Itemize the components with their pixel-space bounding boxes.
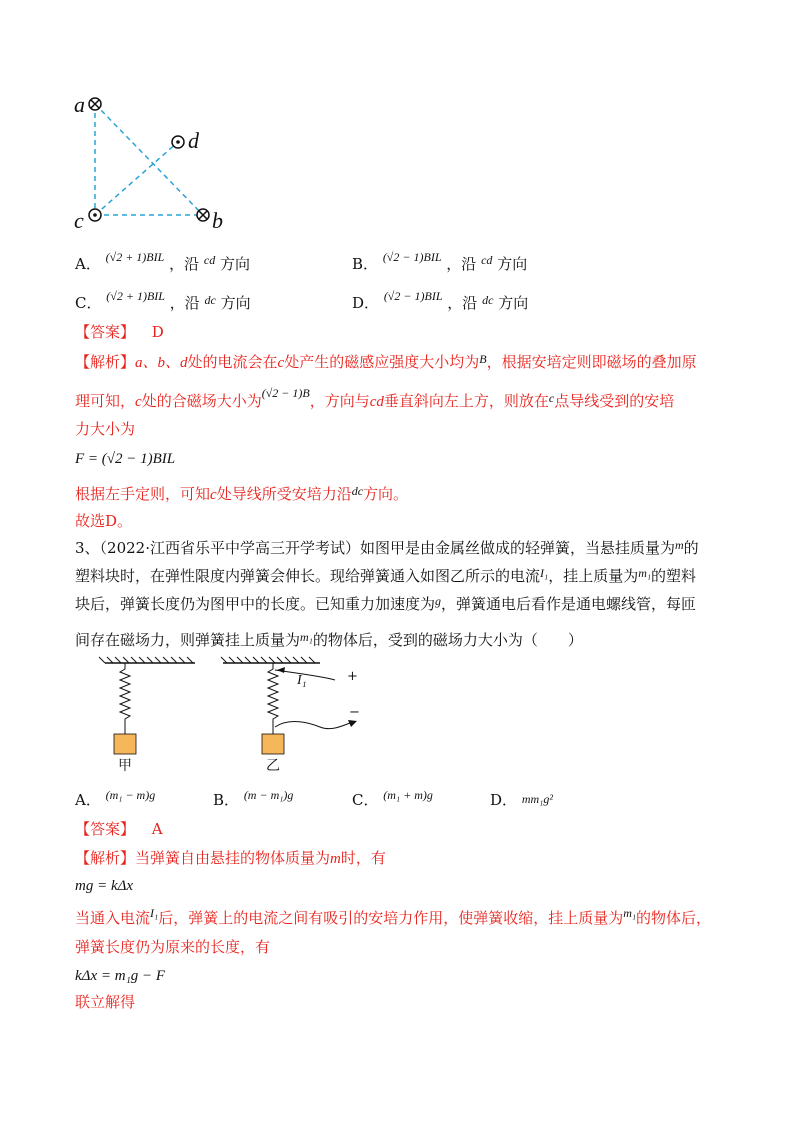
analysis-i1: I₁ [150,906,159,920]
option-a-text-post: 方向 [220,255,251,273]
option-b-text-post: 方向 [497,255,528,273]
option-c-text-pre: ，沿 [169,294,200,312]
block-yi [262,734,284,754]
analysis-text: 处的电流会在 [187,353,278,371]
analysis-text: 当弹簧自由悬挂的物体质量为 [135,849,331,867]
answer-label: 【答案】 [75,323,136,341]
option-c-letter: C． [75,294,102,312]
analysis-text: 处的合磁场大小为 [141,392,262,410]
figure-springs [95,655,395,775]
q3-m: m [675,538,684,552]
q3-text: 的塑料 [651,567,697,585]
line-cd [95,142,178,215]
answer-value: A [151,820,163,838]
q3-text: 的 [683,539,699,557]
option-a-dir: cd [203,253,216,267]
label-jia: 甲 [118,758,132,774]
block-jia [114,734,136,754]
option-b-expr: (m − m₁)g [243,788,294,802]
option-a-expr: (√2 + 1)BIL [105,250,165,264]
option-c-dir: dc [204,293,216,307]
q3-option-c [352,790,433,811]
option-a-expr: (m₁ − m)g [105,788,156,802]
analysis-label: 【解析】 [75,353,136,371]
answer-value: D [151,323,164,341]
q3-text: ，弹簧通电后看作是通电螺线管，每匝 [441,595,697,613]
analysis-text: 根据左手定则，可知 [75,485,211,503]
label-minus: − [349,705,360,720]
q3-g: g [435,594,442,608]
spring-jia [120,663,130,734]
q3-analysis-line-4: 联立解得 [75,993,136,1011]
analysis-expr: (√2 − 1)B [261,386,310,400]
q2-analysis-line-5: 故选D。 [75,512,133,530]
q3-stem-line-2 [75,566,696,587]
analysis-dc: dc [351,484,364,498]
analysis-text: 垂直斜向左上方，则放在 [383,392,549,410]
q3-m1: m₁ [300,630,313,644]
q2-option-b [352,250,528,275]
answer-label: 【答案】 [75,820,136,838]
q3-stem-line-1 [75,538,699,559]
option-c-letter: C． [352,791,379,809]
label-b: b [212,208,223,233]
analysis-c: c [135,394,142,410]
q3-answer [75,819,163,839]
analysis-text: 力大小为 [75,420,136,438]
analysis-label: 【解析】 [75,849,136,867]
q3-m1: m₁ [638,566,652,580]
q3-text: ，挂上质量为 [548,567,639,585]
q3-analysis-line-3: 弹簧长度仍为原来的长度，有 [75,938,271,956]
option-d-dir: dc [482,293,494,307]
analysis-c: c [277,355,285,371]
q2-analysis-line-2 [75,386,675,412]
option-a-text-pre: ，沿 [169,255,200,273]
option-d-expr: mm₁g² [521,792,553,806]
analysis-cd: cd [369,394,384,410]
q3-option-a [75,790,155,811]
q2-options-row-1 [75,250,251,275]
line-ab [95,104,203,215]
analysis-m1: m₁ [623,906,637,920]
label-yi: 乙 [266,758,280,774]
q3-text: 间存在磁场力，则弹簧挂上质量为 [75,631,301,649]
analysis-text: 处导线所受安培力沿 [216,485,352,503]
analysis-text: 点导线受到的安培 [554,392,675,410]
triangle-diagram [70,90,220,240]
option-b-letter: B． [352,255,379,273]
option-b-letter: B． [213,791,240,809]
label-plus: + [347,669,358,684]
analysis-text: ，方向与 [309,392,370,410]
option-b-expr: (√2 − 1)BIL [382,250,442,264]
q3-stem-line-3 [75,594,696,615]
analysis-text: 处产生的磁感应强度大小均为 [284,353,480,371]
q2-formula: F = (√2 − 1)BIL [75,451,176,467]
q3-text: 的物体后，受到的磁场力大小为（ ） [312,631,583,649]
q3-option-b [213,790,293,811]
analysis-text: 方向。 [363,485,409,503]
ceiling-jia [99,657,195,663]
q3-text: 塑料块时，在弹性限度内弹簧会伸长。现给弹簧通入如图乙所示的电流 [75,567,541,585]
option-a-letter: A． [75,791,101,809]
q2-options-row-2 [75,289,251,314]
analysis-text: 当通入电流 [75,909,151,927]
analysis-c: c [548,391,555,405]
option-d-letter: D． [352,294,380,312]
analysis-abd: a、b、d [135,355,188,371]
current-into-icon-a [89,98,101,110]
q3-stem-line-4 [75,630,583,651]
option-d-letter: D． [490,791,518,809]
arrow-icon-plus [277,667,285,673]
analysis-b-symbol: B [479,352,487,366]
analysis-text: 理可知， [75,392,136,410]
option-b-text-pre: ，沿 [446,255,477,273]
analysis-text: 后，弹簧上的电流之间有吸引的安培力作用，使弹簧收缩，挂上质量为 [158,909,624,927]
q2-analysis-line-1 [75,352,697,373]
current-into-icon-b [197,209,209,221]
q2-option-d [352,289,529,314]
option-a-letter: A． [75,255,101,273]
figure-triangle [70,90,223,240]
option-c-expr: (√2 + 1)BIL [106,289,165,303]
option-c-text-post: 方向 [220,294,251,312]
q3-text: 块后，弹簧长度仍为图甲中的长度。已知重力加速度为 [75,595,436,613]
option-c-expr: (m₁ + m)g [383,788,433,802]
q3-analysis-line-2 [75,908,711,929]
option-d-text-pre: ，沿 [447,294,478,312]
analysis-text: ，根据安培定则即磁场的叠加原 [486,353,697,371]
label-i1: I₁ [297,673,307,688]
q2-analysis-line-3 [75,419,135,439]
option-d-text-post: 方向 [498,294,529,312]
q3-option-d [490,790,553,811]
option-b-dir: cd [481,253,493,267]
q3-eq-1: mg = kΔx [75,878,134,894]
q3-text: 3、（2022·江西省乐平中学高三开学考试）如图甲是由金属丝做成的轻弹簧，当悬挂质量为 [75,539,675,557]
label-d: d [188,128,199,153]
analysis-m: m [330,851,341,867]
current-out-icon-d [172,136,184,148]
label-c: c [74,208,84,233]
option-d-expr: (√2 − 1)BIL [383,289,443,303]
q3-eq-2: kΔx = m₁g − F [75,968,166,984]
analysis-text: 时，有 [340,849,386,867]
label-a: a [74,92,85,117]
analysis-c: c [210,487,217,503]
ceiling-yi [221,657,320,663]
current-out-icon-c [89,209,101,221]
q3-i1: I₁ [540,566,549,580]
analysis-text: 的物体后， [636,909,712,927]
wire-minus [275,722,350,729]
q2-analysis-line-4 [75,484,408,505]
spring-yi [268,663,278,734]
q2-answer [75,322,164,342]
q3-analysis-line-1 [75,848,386,869]
